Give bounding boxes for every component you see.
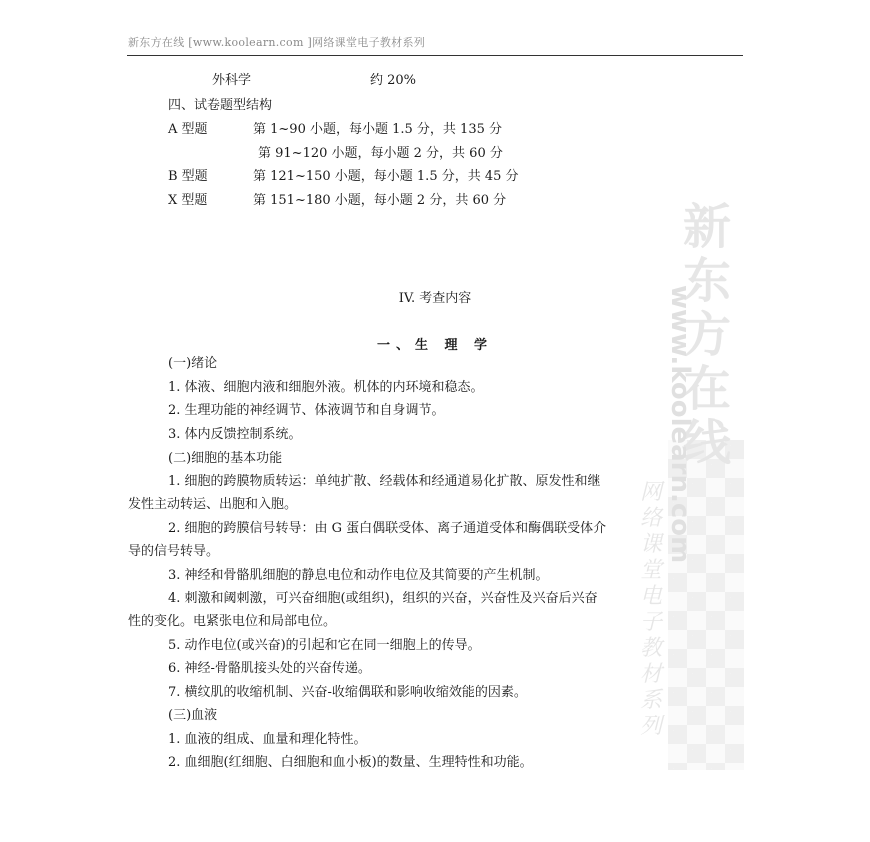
content-line: 性的变化。电紧张电位和局部电位。 — [128, 614, 337, 629]
header-divider — [127, 55, 743, 56]
subject-percent: 约 20% — [370, 73, 417, 88]
question-desc: 第 121~150 小题，每小题 1.5 分，共 45 分 — [253, 169, 519, 184]
content-line: 2. 细胞的跨膜信号转导：由 G 蛋白偶联受体、离子通道受体和酶偶联受体介 — [168, 521, 607, 536]
watermark-url: www.koolearn.com — [665, 285, 695, 564]
chapter-title: 一、生 理 学 — [376, 338, 494, 353]
part-title: IV. 考查内容 — [398, 291, 472, 306]
section-title: 四、试卷题型结构 — [168, 98, 273, 113]
page-header: 新东方在线 [www.koolearn.com ]网络课堂电子教材系列 — [128, 36, 426, 49]
content-line: 5. 动作电位(或兴奋)的引起和它在同一细胞上的传导。 — [168, 638, 481, 653]
content-line: 6. 神经-骨骼肌接头处的兴奋传递。 — [168, 661, 371, 676]
subject-name: 外科学 — [212, 73, 252, 88]
content-line: 发性主动转运、出胞和入胞。 — [128, 497, 298, 512]
question-desc: 第 151~180 小题，每小题 2 分，共 60 分 — [253, 193, 507, 208]
watermark-series: 网络课堂电子教材系列 — [639, 480, 662, 739]
content-line: 1. 血液的组成、血量和理化特性。 — [168, 732, 367, 747]
question-desc: 第 91~120 小题，每小题 2 分，共 60 分 — [258, 146, 503, 161]
content-line: 2. 血细胞(红细胞、白细胞和血小板)的数量、生理特性和功能。 — [168, 755, 533, 770]
question-type: B 型题 — [168, 169, 208, 184]
subsection-title: (二)细胞的基本功能 — [168, 451, 283, 466]
question-type: X 型题 — [168, 193, 208, 208]
subsection-title: (一)绪论 — [168, 356, 218, 371]
watermark-brand: 新东方在线 — [682, 199, 731, 471]
content-line: 1. 细胞的跨膜物质转运：单纯扩散、经载体和经通道易化扩散、原发性和继 — [168, 474, 601, 489]
content-line: 2. 生理功能的神经调节、体液调节和自身调节。 — [168, 403, 445, 418]
content-line: 1. 体液、细胞内液和细胞外液。机体的内环境和稳态。 — [168, 380, 484, 395]
subsection-title: (三)血液 — [168, 708, 218, 723]
content-line: 3. 神经和骨骼肌细胞的静息电位和动作电位及其简要的产生机制。 — [168, 568, 549, 583]
question-type: A 型题 — [168, 122, 208, 137]
content-line: 7. 横纹肌的收缩机制、兴奋-收缩偶联和影响收缩效能的因素。 — [168, 685, 527, 700]
content-line: 4. 刺激和阈刺激，可兴奋细胞(或组织)，组织的兴奋，兴奋性及兴奋后兴奋 — [168, 591, 598, 606]
content-line: 3. 体内反馈控制系统。 — [168, 427, 302, 442]
question-desc: 第 1~90 小题，每小题 1.5 分，共 135 分 — [253, 122, 502, 137]
content-line: 导的信号转导。 — [128, 544, 220, 559]
